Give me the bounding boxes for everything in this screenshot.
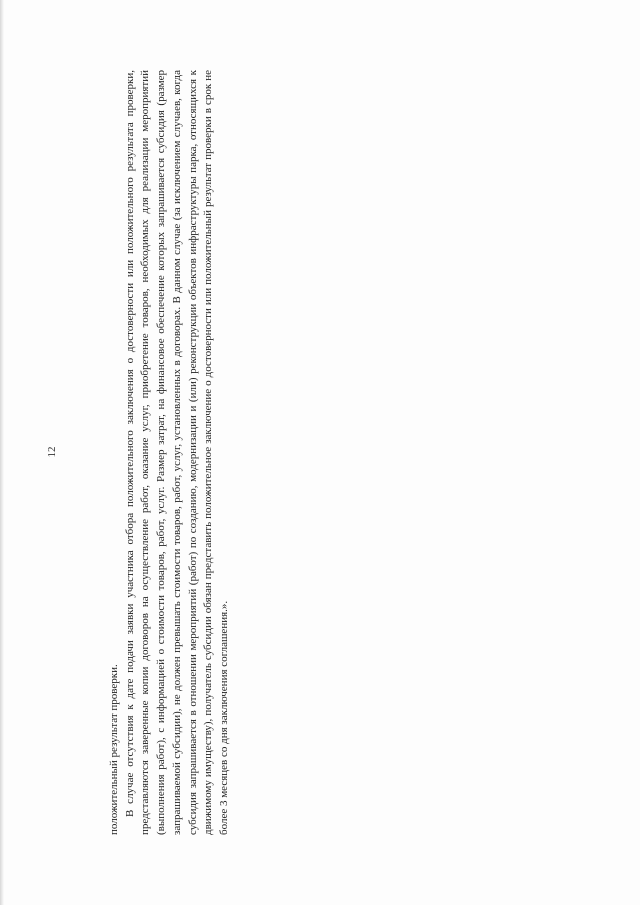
document-body bbox=[107, 70, 247, 835]
paragraph-main: В случае отсутствия к дате подачи заявки участника отбора положительного заключения о достоверности или положительного результата проверки, представляются заверенные копии договоров на осуществление работ, оказание услуг, приобретение товаров, необходимых для реализации мероприятий (выполнения работ), с информацией о стоимости товаров, работ, услуг. Размер затрат, на финансовое обеспечение которых запрашивается субсидия (размер запрашиваемой субсидии), не должен превышать стоимости товаров, работ, услуг, установленных в договорах. В данном случае (за исключением случаев, когда субсидия запрашивается в отношении мероприятий (работ) по созданию, модернизации и (или) реконструкции объектов инфраструктуры парка, относящихся к движимому имуществу), получатель субсидии обязан представить положительное заключение о достоверности или положительный результат проверки в срок не более 3 месяцев со дня заключения соглашения.». bbox=[123, 70, 230, 835]
paragraph-continuation: положительный результат проверки. bbox=[108, 664, 120, 835]
page-edge-shadow bbox=[0, 0, 4, 905]
page-number: 12 bbox=[46, 446, 58, 458]
